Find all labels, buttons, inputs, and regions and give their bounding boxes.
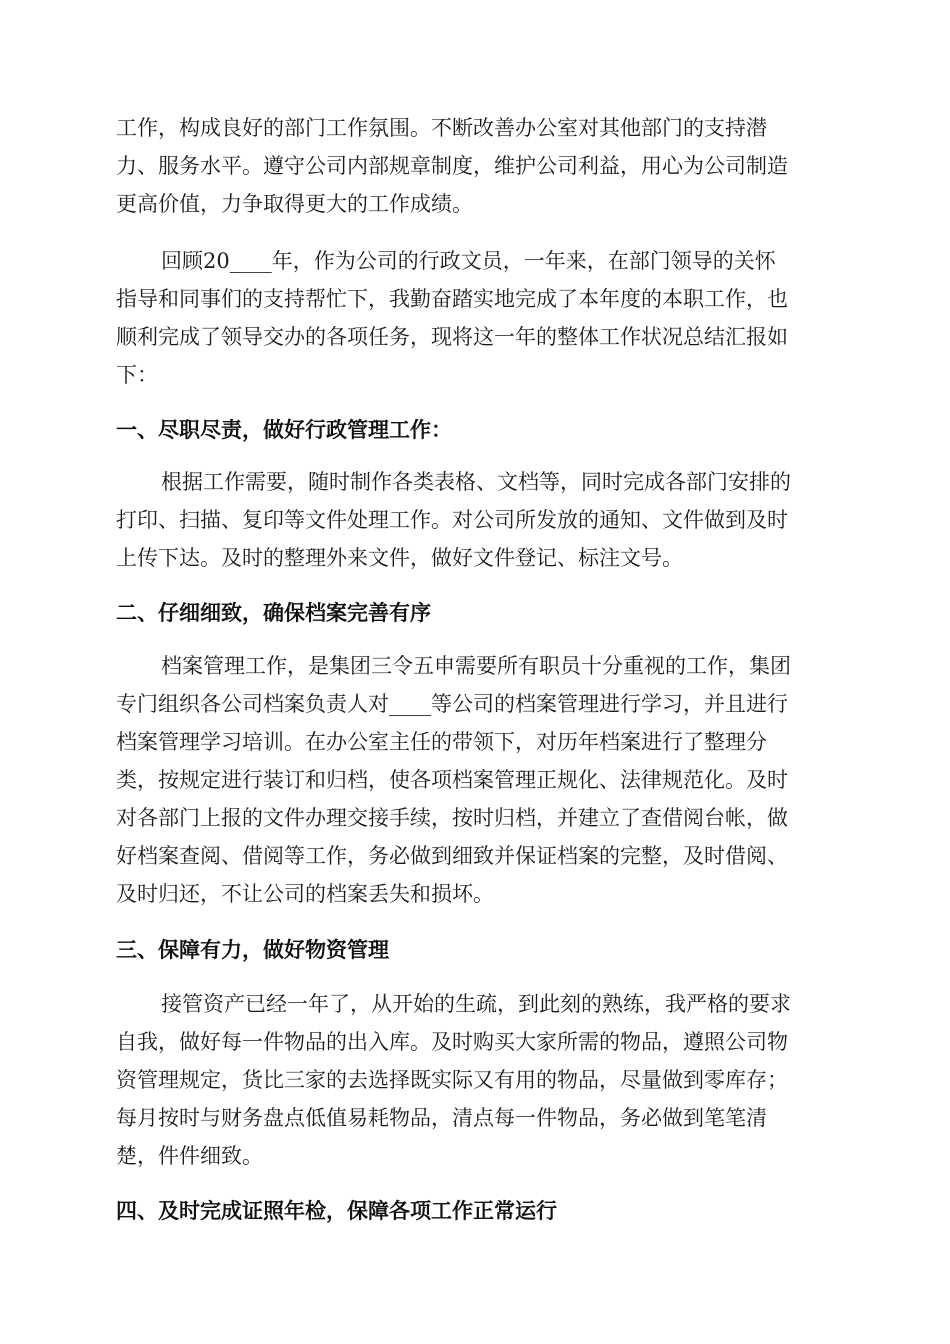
text-line: 自我，做好每一件物品的出入库。及时购买大家所需的物品，遵照公司物: [116, 1030, 788, 1054]
text-line: 对各部门上报的文件办理交接手续，按时归档，并建立了查借阅台帐，做: [116, 806, 788, 830]
text-line: 接管资产已经一年了，从开始的生疏，到此刻的熟练，我严格的要求: [161, 992, 791, 1016]
text-line: 下：: [116, 363, 158, 387]
text-line: 打印、扫描、复印等文件处理工作。对公司所发放的通知、文件做到及时: [116, 508, 788, 532]
text-line: 好档案查阅、借阅等工作，务必做到细致并保证档案的完整，及时借阅、: [116, 844, 788, 868]
text-line: 力、服务水平。遵守公司内部规章制度，维护公司利益，用心为公司制造: [116, 154, 788, 178]
text-line: 专门组织各公司档案负责人对____等公司的档案管理进行学习，并且进行: [116, 692, 788, 716]
text-line: 顺利完成了领导交办的各项任务，现将这一年的整体工作状况总结汇报如: [116, 325, 788, 349]
text-line: 楚，件件细致。: [116, 1144, 263, 1168]
section-heading-3: 三、保障有力，做好物资管理: [116, 938, 389, 962]
text-line: 每月按时与财务盘点低值易耗物品，清点每一件物品，务必做到笔笔清: [116, 1106, 767, 1130]
text-line: 资管理规定，货比三家的去选择既实际又有用的物品，尽量做到零库存；: [116, 1068, 788, 1092]
text-line: 档案管理工作，是集团三令五申需要所有职员十分重视的工作，集团: [161, 654, 791, 678]
text-line: 类，按规定进行装订和归档，使各项档案管理正规化、法律规范化。及时: [116, 768, 788, 792]
paragraph-intro-continuation: [116, 109, 834, 223]
text-line: 回顾20____年，作为公司的行政文员，一年来，在部门领导的关怀: [161, 249, 776, 273]
text-line: 更高价值，力争取得更大的工作成绩。: [116, 192, 473, 216]
paragraph-review: [116, 242, 834, 394]
section-heading-1: 一、尽职尽责，做好行政管理工作：: [116, 418, 452, 442]
section-heading-2: 二、仔细细致，确保档案完善有序: [116, 601, 431, 625]
paragraph-admin-work: [116, 463, 834, 577]
text-line: 指导和同事们的支持帮忙下，我勤奋踏实地完成了本年度的本职工作，也: [116, 287, 788, 311]
text-line: 及时归还，不让公司的档案丢失和损坏。: [116, 882, 494, 906]
text-line: 工作，构成良好的部门工作氛围。不断改善办公室对其他部门的支持潜: [116, 116, 767, 140]
text-line: 档案管理学习培训。在办公室主任的带领下，对历年档案进行了整理分: [116, 730, 767, 754]
text-line: 根据工作需要，随时制作各类表格、文档等，同时完成各部门安排的: [161, 470, 791, 494]
paragraph-archive-management: [116, 647, 834, 913]
text-line: 上传下达。及时的整理外来文件，做好文件登记、标注文号。: [116, 546, 683, 570]
paragraph-asset-management: [116, 985, 834, 1175]
section-heading-4: 四、及时完成证照年检，保障各项工作正常运行: [116, 1199, 557, 1223]
